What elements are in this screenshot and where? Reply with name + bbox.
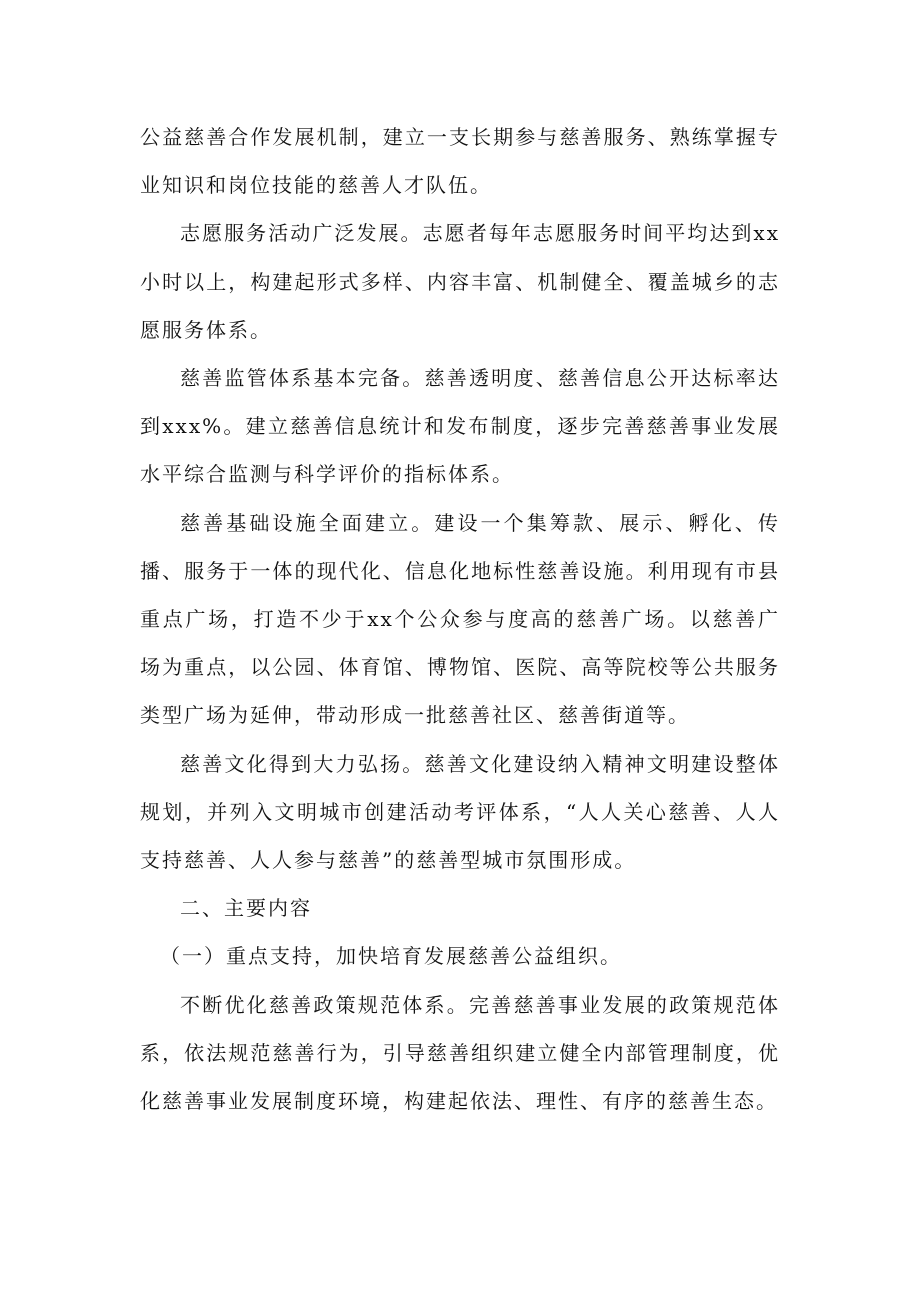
paragraph-continuation: 公益慈善合作发展机制，建立一支长期参与慈善服务、熟练掌握专业知识和岗位技能的慈善人才队伍。 (140, 125, 780, 198)
paragraph-infrastructure: 慈善基础设施全面建立。建设一个集筹款、展示、孵化、传播、服务于一体的现代化、信息化地标性慈善设施。利用现有市县重点广场，打造不少于xx个公众参与度高的慈善广场。以慈善广场为重点，以公园、体育馆、博物馆、医院、高等院校等公共服务类型广场为延伸，带动形成一批慈善社区、慈善街道等。 (140, 510, 780, 728)
subsection-heading-1: （一）重点支持，加快培育发展慈善公益组织。 (160, 944, 622, 969)
section-heading-main-content: 二、主要内容 (180, 896, 312, 921)
paragraph-policy-system: 不断优化慈善政策规范体系。完善慈善事业发展的政策规范体系，依法规范慈善行为，引导慈善组织建立健全内部管理制度，优化慈善事业发展制度环境，构建起依法、理性、有序的慈善生态。 (140, 992, 780, 1114)
paragraph-supervision-system: 慈善监管体系基本完备。慈善透明度、慈善信息公开达标率达到xxx%。建立慈善信息统计和发布制度，逐步完善慈善事业发展水平综合监测与科学评价的指标体系。 (140, 366, 780, 487)
paragraph-charity-culture: 慈善文化得到大力弘扬。慈善文化建设纳入精神文明建设整体规划，并列入文明城市创建活动考评体系，“人人关心慈善、人人支持慈善、人人参与慈善”的慈善型城市氛围形成。 (140, 751, 780, 873)
document-body (140, 113, 780, 1125)
paragraph-volunteer-service: 志愿服务活动广泛发展。志愿者每年志愿服务时间平均达到xx小时以上，构建起形式多样、内容丰富、机制健全、覆盖城乡的志愿服务体系。 (140, 221, 780, 342)
